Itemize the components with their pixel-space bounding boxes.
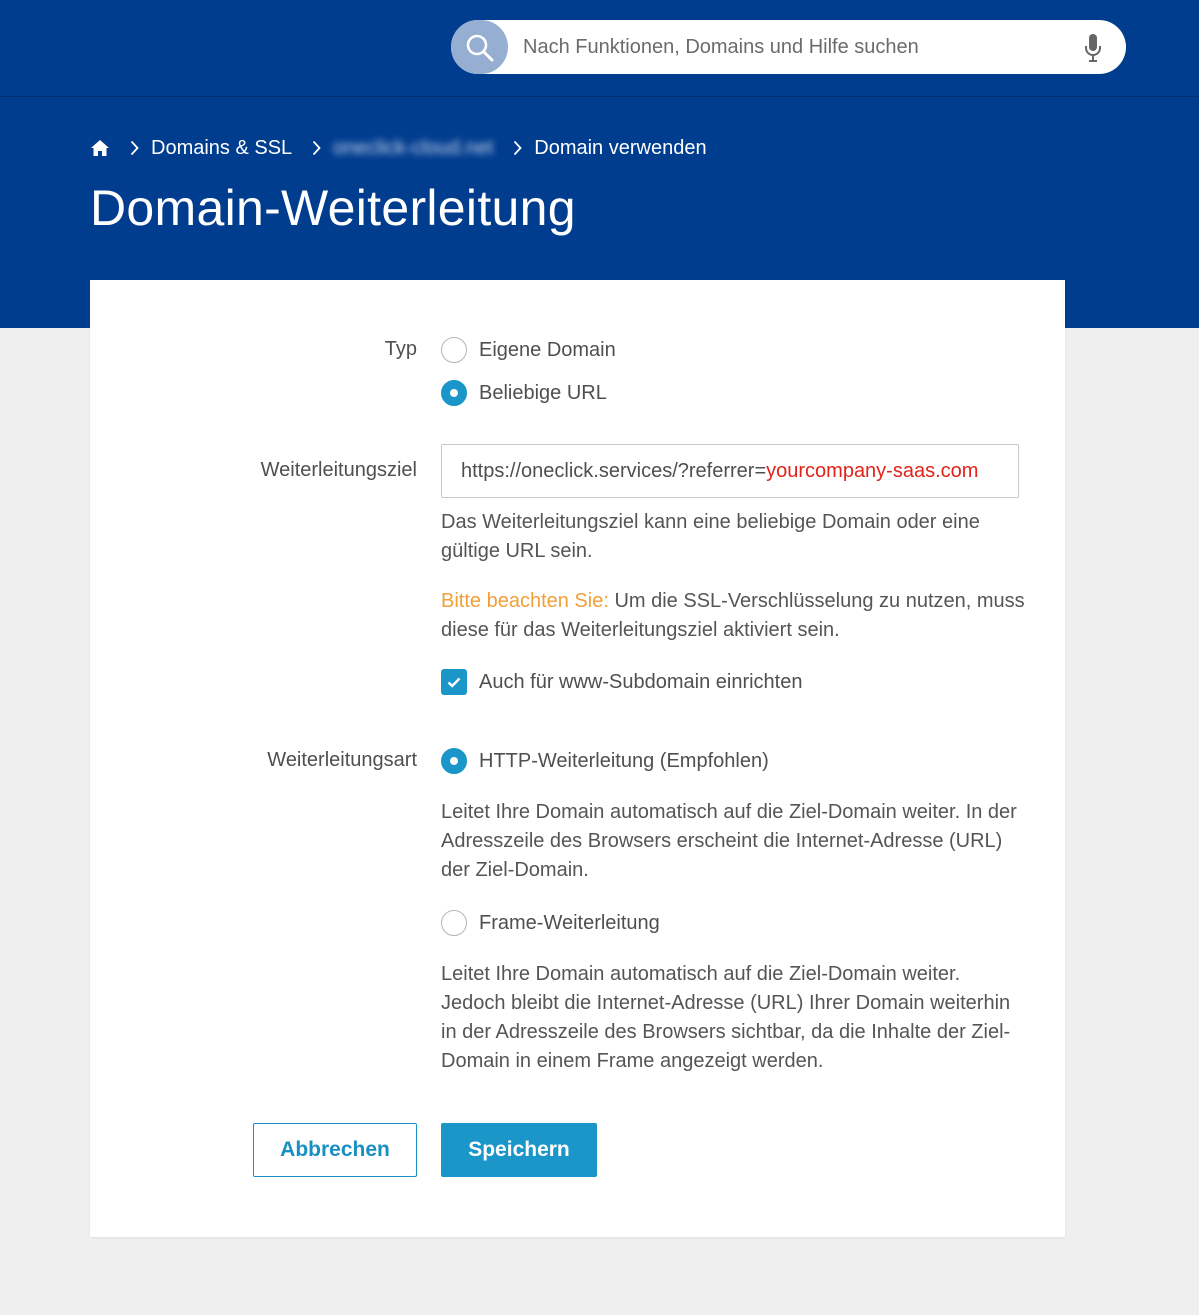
ssl-note (441, 587, 1026, 645)
breadcrumb-domain[interactable]: oneclick-cloud.net (333, 136, 494, 159)
redirect-form-card (90, 280, 1065, 1237)
checkbox-label: Auch für www-Subdomain einrichten (479, 670, 803, 693)
chevron-right-icon (130, 140, 139, 156)
url-prefix: https://oneclick.services/?referrer= (461, 459, 767, 482)
search-input[interactable] (523, 20, 1063, 74)
breadcrumb-domains-ssl[interactable]: Domains & SSL (151, 136, 293, 159)
radio-frame-redirect[interactable] (441, 910, 660, 936)
http-redirect-description: Leitet Ihre Domain automatisch auf die Ziel-Domain weiter. In der Adresszeile des Browsers erscheint die Internet-Adresse (URL) der Ziel-Domain. (441, 801, 1017, 881)
radio-label: HTTP-Weiterleitung (Empfohlen) (479, 749, 769, 772)
search-icon (465, 33, 495, 63)
redirect-target-input[interactable] (441, 444, 1019, 498)
redirect-type-label: Weiterleitungsart (267, 749, 417, 771)
radio-beliebige-url[interactable] (441, 380, 607, 406)
radio-label: Eigene Domain (479, 338, 616, 361)
ssl-note-text: Um die SSL-Verschlüsselung zu nutzen, muss diese für das Weiterleitungsziel aktiviert sein. (441, 590, 1025, 641)
page-title: Domain-Weiterleitung (90, 180, 576, 236)
chevron-right-icon (312, 140, 321, 156)
search-button[interactable] (451, 20, 508, 74)
url-highlight: yourcompany-saas.com (766, 459, 979, 482)
type-label: Typ (384, 338, 417, 360)
frame-redirect-description: Leitet Ihre Domain automatisch auf die Ziel-Domain weiter. Jedoch bleibt die Internet-Adresse (URL) Ihrer Domain weiterhin in der Adresszeile des Browsers sichtbar, da die Inhalte der Ziel-Domain in einem Frame angezeigt werden. (441, 963, 1011, 1072)
radio-http-redirect[interactable] (441, 748, 769, 774)
cancel-button[interactable]: Abbrechen (253, 1123, 417, 1177)
save-button[interactable]: Speichern (441, 1123, 597, 1177)
chevron-right-icon (513, 140, 522, 156)
radio-unchecked-icon[interactable] (441, 337, 467, 363)
radio-label: Beliebige URL (479, 381, 607, 404)
radio-label: Frame-Weiterleitung (479, 911, 660, 934)
checkbox-checked-icon[interactable] (441, 669, 467, 695)
top-bar (0, 0, 1199, 97)
radio-checked-icon[interactable] (441, 380, 467, 406)
search-bar (451, 20, 1126, 74)
microphone-icon[interactable] (1084, 33, 1102, 63)
home-icon[interactable] (90, 139, 110, 157)
target-label: Weiterleitungsziel (260, 459, 417, 481)
radio-unchecked-icon[interactable] (441, 910, 467, 936)
breadcrumb (90, 133, 707, 163)
radio-checked-icon[interactable] (441, 748, 467, 774)
ssl-note-label: Bitte beachten Sie: (441, 590, 609, 612)
www-subdomain-checkbox[interactable] (441, 669, 803, 695)
breadcrumb-current: Domain verwenden (534, 136, 707, 159)
target-help-text: Das Weiterleitungsziel kann eine beliebige Domain oder eine gültige URL sein. (441, 511, 980, 562)
radio-eigene-domain[interactable] (441, 337, 616, 363)
